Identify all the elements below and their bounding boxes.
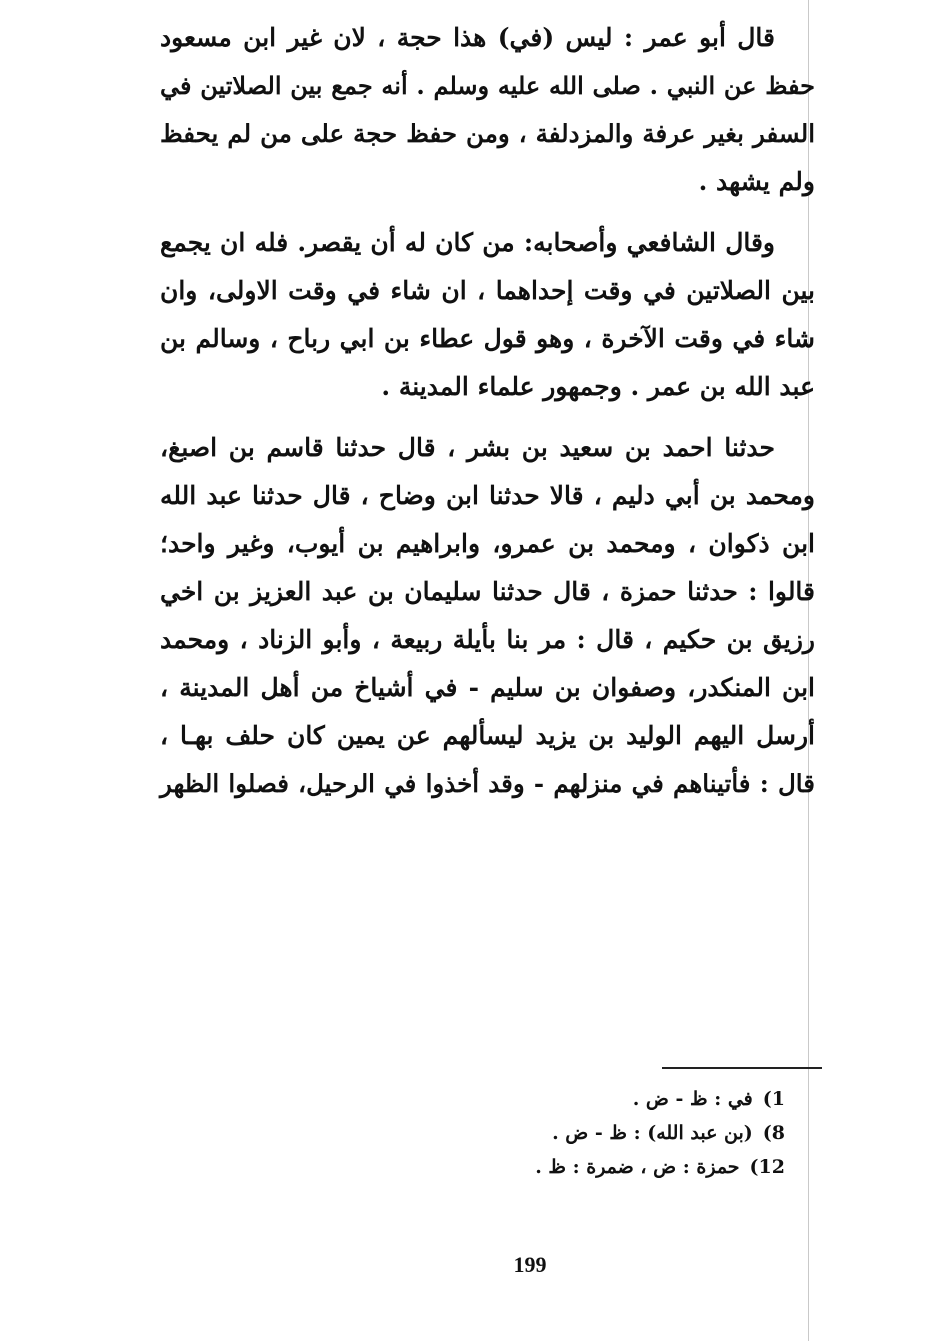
text-line: أرسل اليهم الوليد بن يزيد ليسألهم عن يمين كان حلف بهـا ، [160, 721, 815, 750]
footnote-number: 1) [762, 1088, 785, 1110]
main-text [160, 14, 815, 821]
text-line: رزيق بن حكيم ، قال : مر بنا بأيلة ربيعة ، وأبو الزناد ، ومحمد [160, 625, 815, 654]
footnote-separator [662, 1067, 822, 1069]
footnote-number: 12) [749, 1156, 785, 1178]
footnote-text: حمزة : ض ، ضمرة : ظ . [535, 1156, 740, 1178]
footnote-text: (بن عبد الله) : ظ - ض . [552, 1122, 753, 1144]
text-line: ومحمد بن أبي دليم ، قالا حدثنا ابن وضاح ، قال حدثنا عبد الله [160, 481, 815, 510]
footnote [420, 1150, 785, 1184]
text-line: عبد الله بن عمر . وجمهور علماء المدينة . [381, 372, 815, 401]
text-line: ابن ذكوان ، ومحمد بن عمرو، وابراهيم بن أيوب، وغير واحد؛ [160, 529, 815, 558]
text-line: وقال الشافعي وأصحابه: من كان له أن يقصر. فله ان يجمع [160, 228, 775, 257]
text-line: حدثنا احمد بن سعيد بن بشر ، قال حدثنا قاسم بن اصبغ، [160, 433, 775, 462]
paragraph-1 [160, 14, 815, 206]
footnote-text: في : ظ - ض . [632, 1088, 753, 1110]
paragraph-2 [160, 219, 815, 411]
page-number: 199 [513, 1252, 547, 1277]
text-line: حفظ عن النبي . صلى الله عليه وسلم . أنه جمع بين الصلاتين في [160, 71, 815, 100]
text-line: قال : فأتيناهم في منزلهم - وقد أخذوا في الرحيل، فصلوا الظهر [160, 769, 815, 798]
footnote [420, 1082, 785, 1116]
paragraph-3 [160, 424, 815, 808]
text-line: ولم يشهد . [698, 167, 815, 196]
text-line: قال أبو عمر : ليس (في) هذا حجة ، لان غير ابن مسعود [160, 23, 775, 52]
footnotes [420, 1082, 785, 1184]
text-line: ابن المنكدر، وصفوان بن سليم - في أشياخ من أهل المدينة ، [160, 673, 815, 702]
footnote [420, 1116, 785, 1150]
text-line: السفر بغير عرفة والمزدلفة ، ومن حفظ حجة على من لم يحفظ [160, 119, 815, 148]
text-line: قالوا : حدثنا حمزة ، قال حدثنا سليمان بن عبد العزيز بن اخي [160, 577, 815, 606]
text-line: بين الصلاتين في وقت إحداهما ، ان شاء في وقت الاولى، وان [160, 276, 815, 305]
footnote-number: 8) [762, 1122, 785, 1144]
text-line: شاء في وقت الآخرة ، وهو قول عطاء بن ابي رباح ، وسالم بن [160, 324, 815, 353]
